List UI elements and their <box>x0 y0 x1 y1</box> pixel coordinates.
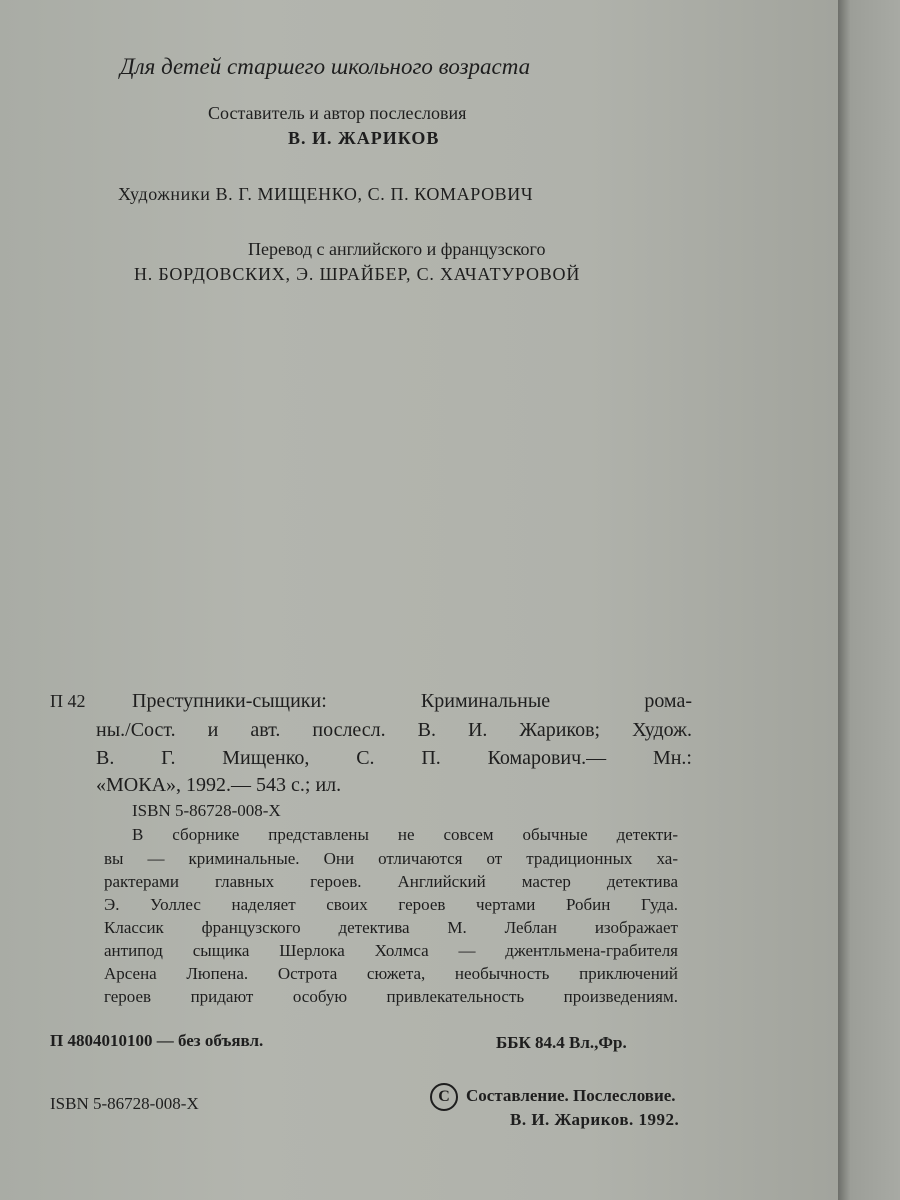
page-edge <box>838 0 900 1200</box>
footer-isbn: ISBN 5-86728-008-X <box>50 1094 199 1113</box>
translation-label: Перевод с английского и французского <box>248 239 546 259</box>
description-line: В сборнике представлены не совсем обычные детекти- <box>132 825 678 844</box>
copyright-line-2: В. И. Жариков. 1992. <box>510 1110 680 1129</box>
age-note: Для детей старшего школьного возраста <box>120 54 531 79</box>
description-line: Арсена Люпена. Острота сюжета, необычность приключений <box>104 964 678 983</box>
description-line: Классик французского детектива М. Леблан изображает <box>104 918 678 937</box>
index-code: П 4804010100 — без объявл. <box>50 1031 264 1050</box>
compiler-label: Составитель и автор послесловия <box>208 103 467 123</box>
annotation-line: «МОКА», 1992.— 543 с.; ил. <box>96 774 342 796</box>
copyright-text-1: Составление. Послесловие. <box>466 1085 676 1105</box>
compiler-name: В. И. ЖАРИКОВ <box>288 128 440 148</box>
description-line: героев придают особую привлекательность произведениям. <box>104 987 678 1006</box>
description-line: вы — криминальные. Они отличаются от традиционных ха- <box>104 849 678 868</box>
artists-credit: Художники В. Г. МИЩЕНКО, С. П. КОМАРОВИЧ <box>118 184 534 204</box>
description-line: рактерами главных героев. Английский мастер детектива <box>104 872 678 891</box>
annotation-line: В. Г. Мищенко, С. П. Комарович.— Мн.: <box>96 747 692 769</box>
description-line: Э. Уоллес наделяет своих героев чертами Робин Гуда. <box>104 895 678 914</box>
description-line: антипод сыщика Шерлока Холмса — джентльмена-грабителя <box>104 941 678 960</box>
catalog-isbn: ISBN 5-86728-008-X <box>132 801 281 820</box>
copyright-icon: C <box>430 1083 458 1111</box>
translators: Н. БОРДОВСКИХ, Э. ШРАЙБЕР, С. ХАЧАТУРОВОЙ <box>134 264 581 284</box>
annotation-line: Преступники-сыщики: Криминальные рома- <box>132 690 692 712</box>
catalog-code: П 42 <box>50 691 86 711</box>
copyright-line-1 <box>430 1083 676 1111</box>
annotation-line: ны./Сост. и авт. послесл. В. И. Жариков; Худож. <box>96 719 692 741</box>
bbk-code: ББК 84.4 Вл.,Фр. <box>496 1033 627 1052</box>
